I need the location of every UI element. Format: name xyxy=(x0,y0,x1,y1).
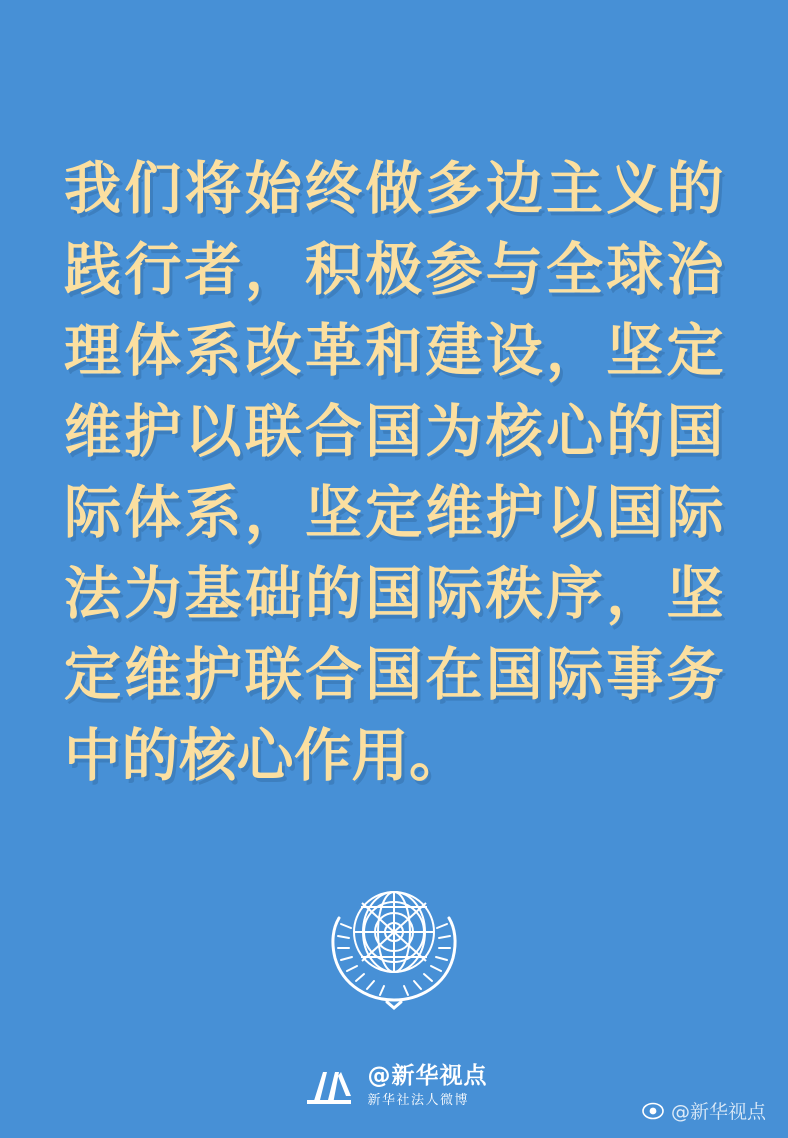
xinhua-logo-icon xyxy=(301,1062,357,1110)
credit-subtitle: 新华社法人微博 xyxy=(367,1093,470,1108)
united-nations-emblem-icon xyxy=(299,874,489,1014)
weibo-watermark-label: @新华视点 xyxy=(670,1101,766,1123)
credit-text-group xyxy=(368,1065,488,1107)
credit-block xyxy=(301,1062,488,1110)
quote-text: 我们将始终做多边主义的践行者，积极参与全球治理体系改革和建设，坚定维护以联合国为核心的国际体系，坚定维护以国际法为基础的国际秩序，坚定维护联合国在国际事务中的核心作用。 xyxy=(64,155,724,789)
weibo-watermark xyxy=(642,1097,766,1124)
credit-account-name: @新华视点 xyxy=(367,1063,488,1089)
weibo-eye-icon xyxy=(642,1100,664,1122)
